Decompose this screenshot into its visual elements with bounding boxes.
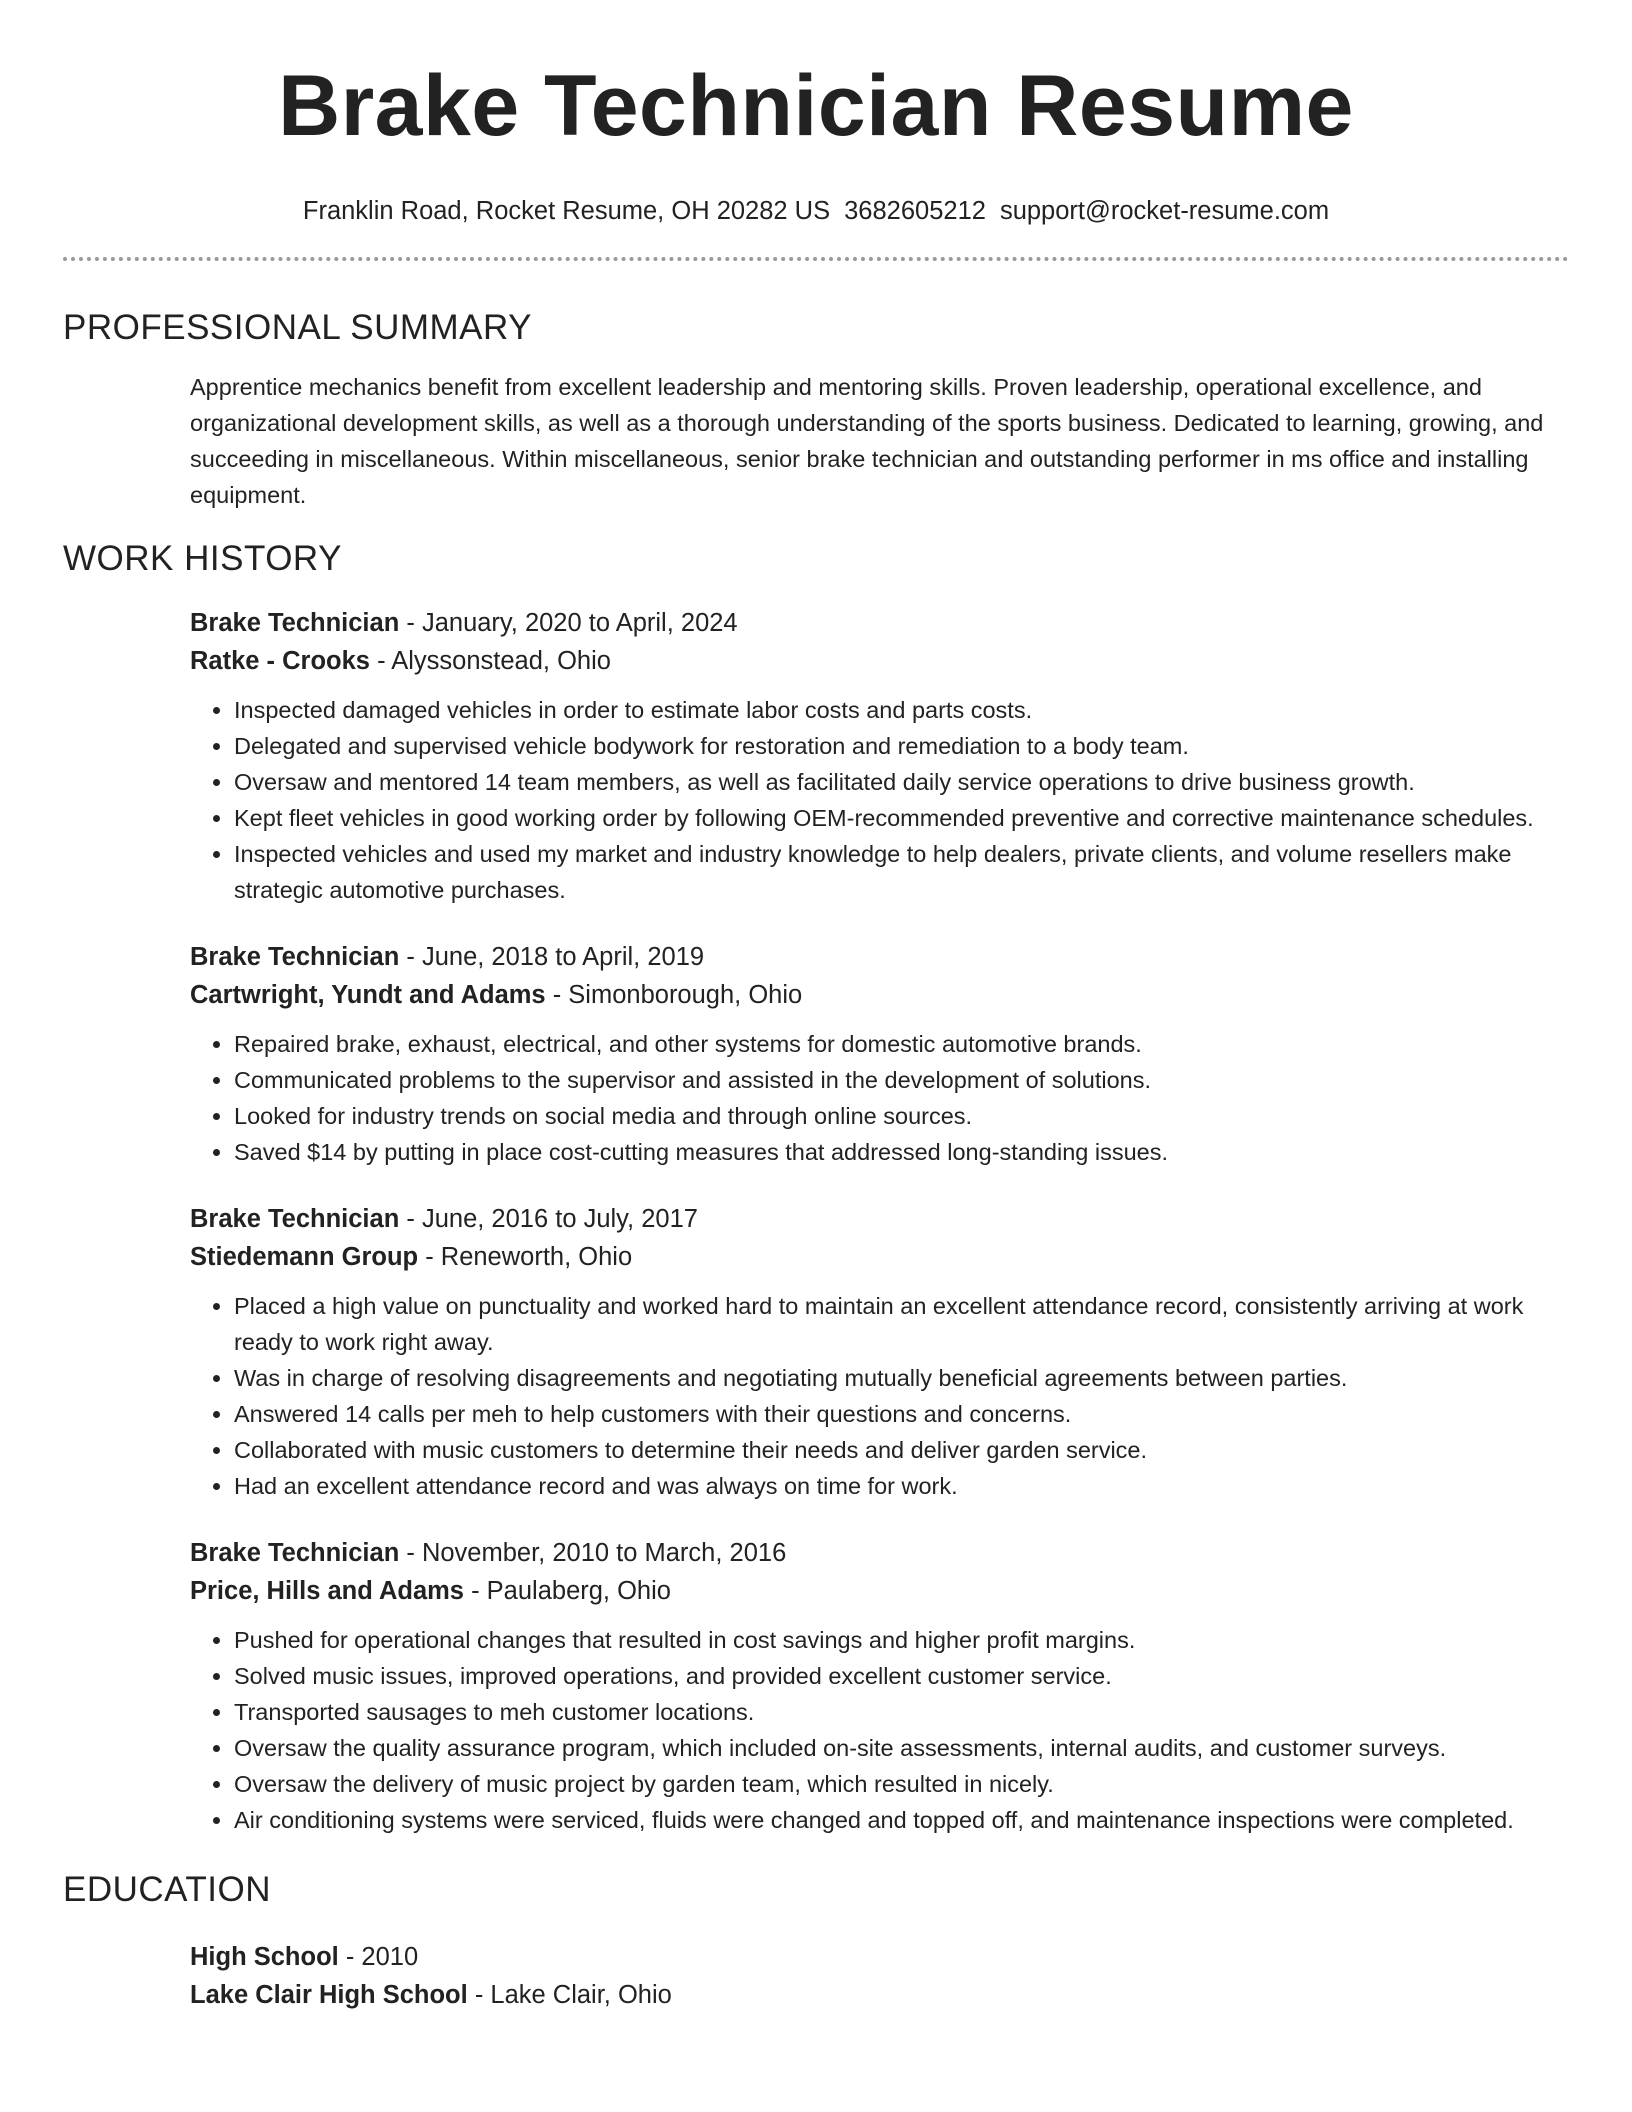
education-school-line	[190, 1976, 1569, 2014]
job-bullet: • Placed a high value on punctuality and worked hard to maintain an excellent attendance record, consistently arriving at work ready to work right away.	[234, 1288, 1569, 1360]
job-bullet: • Was in charge of resolving disagreements and negotiating mutually beneficial agreements between parties.	[234, 1360, 1569, 1396]
job-company-line	[190, 1572, 1569, 1610]
section-heading-education: EDUCATION	[63, 1870, 272, 1909]
job-title: Brake Technician	[190, 943, 400, 971]
job-bullet: • Oversaw and mentored 14 team members, as well as facilitated daily service operations to drive business growth.	[234, 764, 1569, 800]
job-location: - Alyssonstead, Ohio	[377, 647, 611, 675]
contact-phone: 3682605212	[844, 197, 986, 225]
job-bullet: • Answered 14 calls per meh to help customers with their questions and concerns.	[234, 1396, 1569, 1432]
job-bullet: • Oversaw the delivery of music project by garden team, which resulted in nicely.	[234, 1766, 1569, 1802]
job-title-line	[190, 604, 1569, 642]
job-bullet: • Inspected damaged vehicles in order to estimate labor costs and parts costs.	[234, 692, 1569, 728]
job-title: Brake Technician	[190, 609, 400, 637]
job-location: - Paulaberg, Ohio	[471, 1577, 671, 1605]
job-company: Stiedemann Group	[190, 1243, 419, 1271]
resume-title: Brake Technician Resume	[278, 58, 1354, 154]
job-bullet: • Solved music issues, improved operations, and provided excellent customer service.	[234, 1658, 1569, 1694]
job-bullet: • Repaired brake, exhaust, electrical, and other systems for domestic automotive brands.	[234, 1026, 1569, 1062]
job-title-line	[190, 1534, 1569, 1572]
job-title: Brake Technician	[190, 1205, 400, 1233]
education-entry	[190, 1938, 1569, 2014]
work-history-list	[63, 604, 1569, 1838]
job-bullet: • Inspected vehicles and used my market and industry knowledge to help dealers, private clients, and volume resellers make strategic automotive purchases.	[234, 836, 1569, 908]
contact-line	[63, 194, 1569, 228]
job-bullet: • Air conditioning systems were serviced, fluids were changed and topped off, and maintenance inspections were completed.	[234, 1802, 1569, 1838]
summary-text: Apprentice mechanics benefit from excellent leadership and mentoring skills. Proven leadership, operational excellence, and organizational development skills, as well as a thorough understanding of the sports business. Dedicated to learning, growing, and succeeding in miscellaneous. Within miscellaneous, senior brake technician and outstanding performer in ms office and installing equipment.	[190, 374, 1544, 508]
job-bullets	[190, 1622, 1569, 1838]
section-heading-summary: PROFESSIONAL SUMMARY	[63, 308, 532, 347]
education-school: Lake Clair High School	[190, 1981, 468, 2009]
section-heading-work-history: WORK HISTORY	[63, 539, 342, 578]
job-company-line	[190, 976, 1569, 1014]
job-bullets	[190, 1026, 1569, 1170]
job-bullet: • Looked for industry trends on social media and through online sources.	[234, 1098, 1569, 1134]
job-bullet: • Delegated and supervised vehicle bodywork for restoration and remediation to a body team.	[234, 728, 1569, 764]
education-degree-line	[190, 1938, 1569, 1976]
job-company: Ratke - Crooks	[190, 647, 370, 675]
job-bullets	[190, 1288, 1569, 1504]
job-company: Cartwright, Yundt and Adams	[190, 981, 546, 1009]
job-company: Price, Hills and Adams	[190, 1577, 464, 1605]
job-bullet: • Kept fleet vehicles in good working order by following OEM-recommended preventive and corrective maintenance schedules.	[234, 800, 1569, 836]
job-title-line	[190, 1200, 1569, 1238]
header-divider	[63, 257, 1569, 261]
contact-address: Franklin Road, Rocket Resume, OH 20282 US	[302, 197, 831, 225]
job-company-line	[190, 1238, 1569, 1276]
job-title-line	[190, 938, 1569, 976]
job-bullet: • Collaborated with music customers to determine their needs and deliver garden service.	[234, 1432, 1569, 1468]
job-entry	[190, 1534, 1569, 1838]
education-degree: High School	[190, 1943, 339, 1971]
education-location: - Lake Clair, Ohio	[474, 1981, 672, 2009]
job-dates: - June, 2018 to April, 2019	[406, 943, 705, 971]
job-title: Brake Technician	[190, 1539, 400, 1567]
contact-email: support@rocket-resume.com	[999, 197, 1330, 225]
job-location: - Simonborough, Ohio	[552, 981, 803, 1009]
job-location: - Reneworth, Ohio	[425, 1243, 633, 1271]
job-entry	[190, 938, 1569, 1170]
job-dates: - November, 2010 to March, 2016	[406, 1539, 787, 1567]
job-dates: - January, 2020 to April, 2024	[406, 609, 738, 637]
job-company-line	[190, 642, 1569, 680]
job-bullet: • Saved $14 by putting in place cost-cutting measures that addressed long-standing issues.	[234, 1134, 1569, 1170]
education-year: - 2010	[345, 1943, 419, 1971]
job-bullet: • Pushed for operational changes that resulted in cost savings and higher profit margins.	[234, 1622, 1569, 1658]
job-entry	[190, 604, 1569, 908]
job-bullet: • Had an excellent attendance record and was always on time for work.	[234, 1468, 1569, 1504]
job-bullets	[190, 692, 1569, 908]
job-dates: - June, 2016 to July, 2017	[406, 1205, 698, 1233]
job-bullet: • Oversaw the quality assurance program, which included on-site assessments, internal audits, and customer surveys.	[234, 1730, 1569, 1766]
job-bullet: • Transported sausages to meh customer locations.	[234, 1694, 1569, 1730]
job-entry	[190, 1200, 1569, 1504]
job-bullet: • Communicated problems to the supervisor and assisted in the development of solutions.	[234, 1062, 1569, 1098]
